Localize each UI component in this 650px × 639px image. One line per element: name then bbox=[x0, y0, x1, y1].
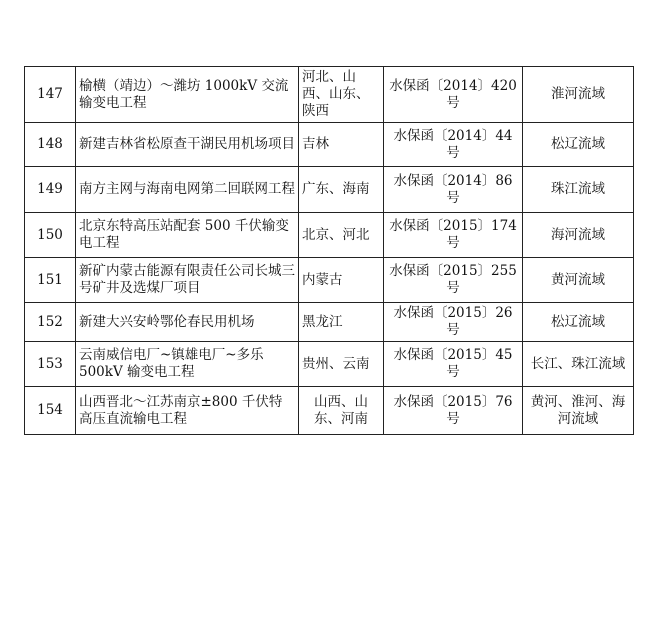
project-name: 北京东特高压站配套 500 千伏输变电工程 bbox=[76, 213, 299, 258]
river-basin: 松辽流域 bbox=[523, 123, 634, 167]
project-region: 吉林 bbox=[299, 123, 384, 167]
row-number: 154 bbox=[25, 387, 76, 435]
table-row bbox=[25, 342, 634, 387]
project-region: 黑龙江 bbox=[299, 303, 384, 342]
project-region: 山西、山东、河南 bbox=[299, 387, 384, 435]
project-name: 山西晋北～江苏南京±800 千伏特高压直流输电工程 bbox=[76, 387, 299, 435]
table-row bbox=[25, 123, 634, 167]
approval-document: 水保函〔2015〕26 号 bbox=[384, 303, 523, 342]
table-row bbox=[25, 167, 634, 213]
project-region: 贵州、云南 bbox=[299, 342, 384, 387]
approval-document: 水保函〔2015〕45 号 bbox=[384, 342, 523, 387]
river-basin: 黄河流域 bbox=[523, 258, 634, 303]
project-region: 河北、山西、山东、陕西 bbox=[299, 67, 384, 123]
table-row bbox=[25, 387, 634, 435]
project-name: 云南威信电厂~镇雄电厂~多乐 500kV 输变电工程 bbox=[76, 342, 299, 387]
river-basin: 海河流域 bbox=[523, 213, 634, 258]
row-number: 152 bbox=[25, 303, 76, 342]
project-name: 新矿内蒙古能源有限责任公司长城三号矿井及选煤厂项目 bbox=[76, 258, 299, 303]
table-row bbox=[25, 67, 634, 123]
river-basin: 长江、珠江流域 bbox=[523, 342, 634, 387]
project-name: 新建吉林省松原查干湖民用机场项目 bbox=[76, 123, 299, 167]
table-row bbox=[25, 303, 634, 342]
approval-document: 水保函〔2014〕44 号 bbox=[384, 123, 523, 167]
table-row bbox=[25, 258, 634, 303]
approval-document: 水保函〔2015〕76 号 bbox=[384, 387, 523, 435]
row-number: 149 bbox=[25, 167, 76, 213]
project-region: 内蒙古 bbox=[299, 258, 384, 303]
row-number: 148 bbox=[25, 123, 76, 167]
river-basin: 珠江流域 bbox=[523, 167, 634, 213]
approval-document: 水保函〔2015〕174 号 bbox=[384, 213, 523, 258]
project-name: 榆横（靖边）～潍坊 1000kV 交流输变电工程 bbox=[76, 67, 299, 123]
row-number: 151 bbox=[25, 258, 76, 303]
project-name: 南方主网与海南电网第二回联网工程 bbox=[76, 167, 299, 213]
river-basin: 松辽流域 bbox=[523, 303, 634, 342]
table-row bbox=[25, 213, 634, 258]
approval-document: 水保函〔2014〕420 号 bbox=[384, 67, 523, 123]
project-name: 新建大兴安岭鄂伦春民用机场 bbox=[76, 303, 299, 342]
project-region: 北京、河北 bbox=[299, 213, 384, 258]
approval-document: 水保函〔2015〕255 号 bbox=[384, 258, 523, 303]
row-number: 147 bbox=[25, 67, 76, 123]
approval-document: 水保函〔2014〕86 号 bbox=[384, 167, 523, 213]
row-number: 153 bbox=[25, 342, 76, 387]
project-region: 广东、海南 bbox=[299, 167, 384, 213]
row-number: 150 bbox=[25, 213, 76, 258]
project-table bbox=[24, 66, 634, 435]
river-basin: 黄河、淮河、海河流域 bbox=[523, 387, 634, 435]
river-basin: 淮河流域 bbox=[523, 67, 634, 123]
